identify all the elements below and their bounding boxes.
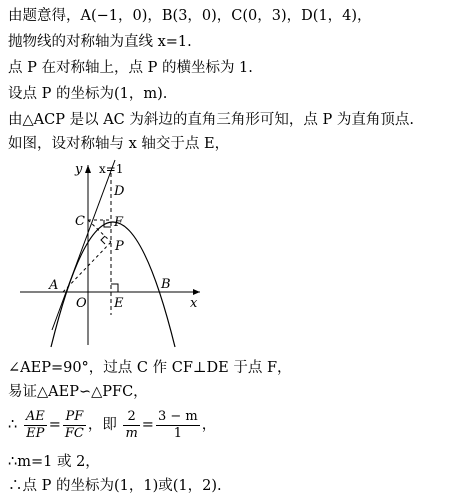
ae-numerator: AE bbox=[25, 408, 45, 424]
similar-triangles-line: 易证△AEP∽△PFC， bbox=[8, 384, 148, 400]
right-angle-p bbox=[101, 236, 105, 244]
fraction-pf-fc bbox=[63, 409, 86, 442]
pf-numerator: PF bbox=[63, 409, 86, 426]
label-f: F bbox=[114, 215, 124, 230]
three-minus-m-numerator: 3 − m bbox=[157, 408, 198, 424]
fc-denominator: FC bbox=[64, 425, 84, 441]
y-axis-label: y bbox=[75, 162, 83, 177]
ratio-tail: ， bbox=[201, 417, 217, 433]
fraction-2-m bbox=[123, 409, 139, 442]
label-a: A bbox=[49, 278, 59, 293]
ep-denominator: EP bbox=[26, 425, 45, 441]
given-points-line: 由题意得，A(−1，0)，B(3，0)，C(0，3)，D(1，4)， bbox=[8, 8, 372, 24]
y-axis-arrow bbox=[85, 165, 91, 173]
x-axis-arrow bbox=[193, 289, 200, 295]
set-point-p-line: 设点 P 的坐标为(1，m). bbox=[8, 86, 168, 102]
label-b: B bbox=[161, 277, 171, 292]
right-angle-vertex-line: 由△ACP 是以 AC 为斜边的直角三角形可知，点 P 为直角顶点. bbox=[8, 112, 414, 128]
two-numerator: 2 bbox=[123, 409, 139, 426]
symmetry-axis-label: x=1 bbox=[99, 162, 124, 176]
fraction-ae-ep bbox=[24, 409, 47, 442]
one-denominator: 1 bbox=[173, 425, 182, 441]
fraction-3m-1 bbox=[156, 409, 200, 442]
parabola-figure bbox=[15, 155, 215, 350]
equals-sign-2: = bbox=[141, 417, 154, 433]
point-p-on-axis-line: 点 P 在对称轴上，点 P 的横坐标为 1. bbox=[8, 60, 253, 76]
label-p: P bbox=[115, 239, 124, 254]
label-d: D bbox=[114, 184, 125, 199]
label-e: E bbox=[114, 296, 124, 311]
axis-of-symmetry-line: 抛物线的对称轴为直线 x=1. bbox=[8, 34, 192, 50]
m-solutions-line: ∴m=1 或 2， bbox=[8, 454, 100, 470]
p-coordinates-line: ∴点 P 的坐标为(1，1)或(1，2). bbox=[8, 478, 222, 494]
m-denominator: m bbox=[125, 425, 138, 441]
figure-intro-line: 如图，设对称轴与 x 轴交于点 E， bbox=[8, 136, 230, 152]
angle-aep-line: ∠AEP=90°，过点 C 作 CF⊥DE 于点 F， bbox=[8, 360, 292, 376]
segment-ap bbox=[63, 242, 111, 292]
therefore-symbol: ∴ bbox=[8, 417, 18, 433]
right-angle-e bbox=[111, 284, 118, 292]
ji-text: ，即 bbox=[87, 417, 117, 433]
x-axis-label: x bbox=[190, 296, 198, 311]
label-c: C bbox=[75, 214, 85, 229]
equals-sign-1: = bbox=[48, 417, 61, 433]
label-o: O bbox=[76, 296, 87, 311]
ratio-equation-line bbox=[8, 406, 216, 444]
